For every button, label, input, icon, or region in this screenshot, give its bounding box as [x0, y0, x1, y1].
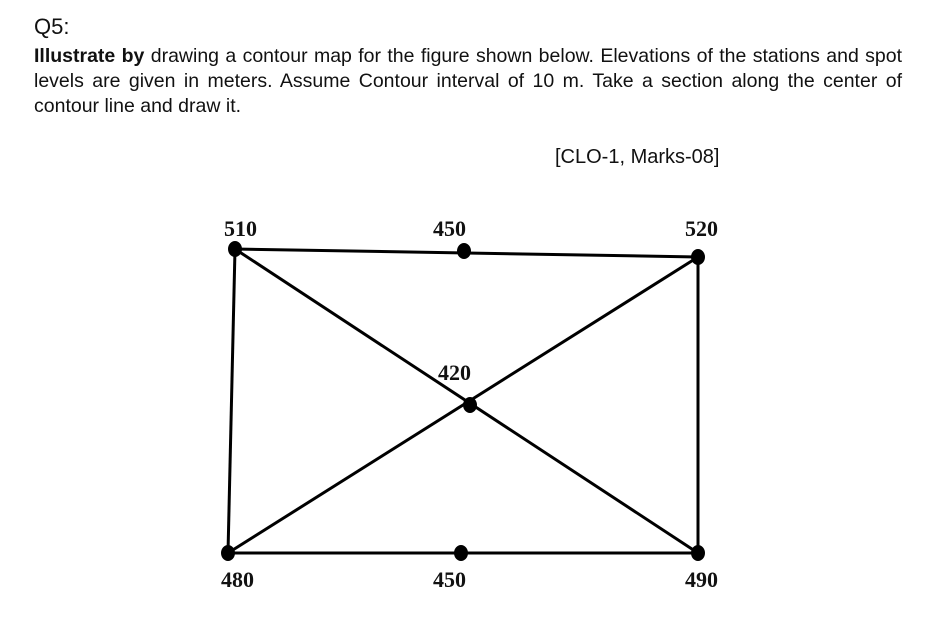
- edge-left: [228, 249, 235, 553]
- station-point-top-right: [691, 249, 705, 265]
- elevation-label-bottom-right: 490: [685, 567, 718, 592]
- station-point-top-left: [228, 241, 242, 257]
- station-point-center: [463, 397, 477, 413]
- station-point-bottom-right: [691, 545, 705, 561]
- elevation-label-center: 420: [438, 360, 471, 385]
- question-body-text: drawing a contour map for the figure shown below. Elevations of the stations and spot levels are given in meters. Assume Contour interval of 10 m. Take a section along the center of contour line and draw it.: [34, 45, 903, 117]
- elevation-label-top-mid: 450: [433, 216, 466, 241]
- elevation-label-bottom-left: 480: [221, 567, 254, 592]
- station-point-bottom-left: [221, 545, 235, 561]
- question-lead-bold: Illustrate by: [34, 45, 145, 67]
- question-number: Q5:: [34, 14, 70, 39]
- elevation-label-top-left: 510: [224, 216, 257, 241]
- marks-label: [CLO-1, Marks-08]: [555, 146, 720, 168]
- elevation-label-top-right: 520: [685, 216, 718, 241]
- station-point-top-mid: [457, 243, 471, 259]
- station-point-bottom-mid: [454, 545, 468, 561]
- elevation-label-bottom-mid: 450: [433, 567, 466, 592]
